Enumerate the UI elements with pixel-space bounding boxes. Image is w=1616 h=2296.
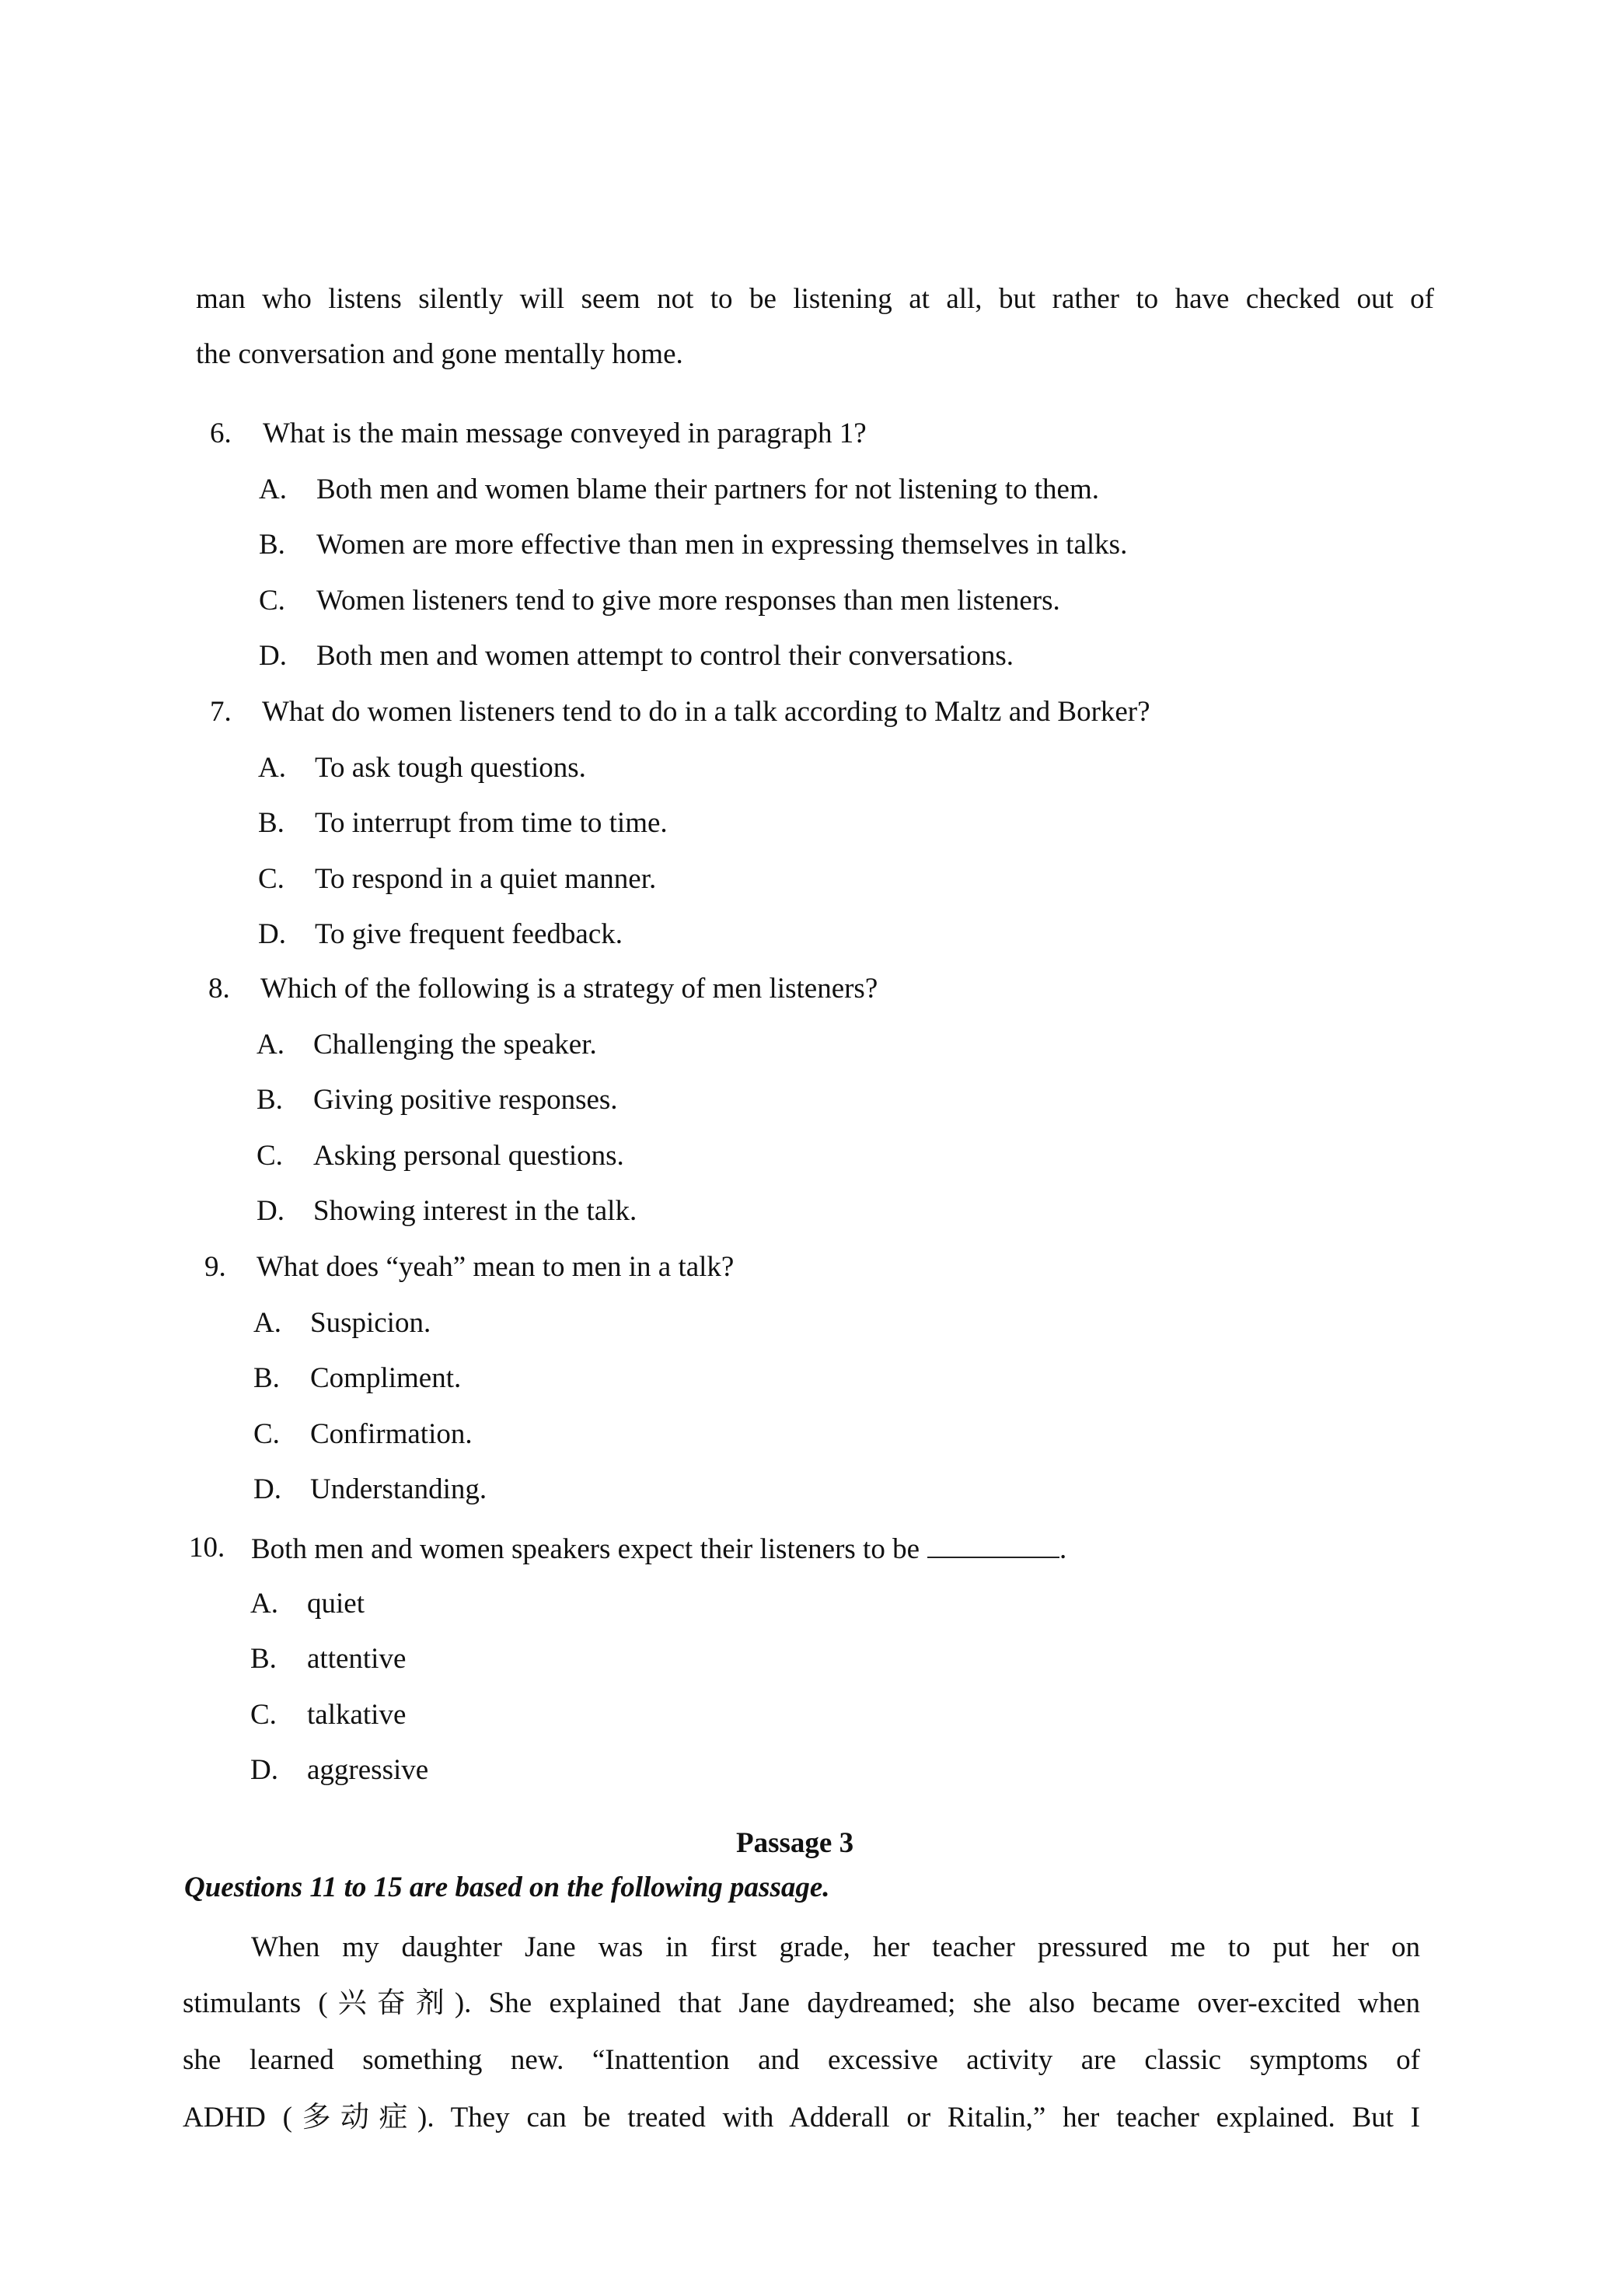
option-text: Asking personal questions. <box>313 1139 624 1172</box>
option-text: Understanding. <box>310 1473 487 1505</box>
option-text: Compliment. <box>310 1362 462 1394</box>
option-letter: C. <box>259 584 285 617</box>
question-number: 8. <box>208 973 230 1005</box>
option-letter: D. <box>257 1195 284 1227</box>
option-letter: B. <box>259 529 285 561</box>
option-text: To ask tough questions. <box>315 751 586 784</box>
passage-title: Passage 3 <box>736 1827 854 1859</box>
option-letter: D. <box>250 1754 278 1786</box>
option-text: Giving positive responses. <box>313 1084 618 1116</box>
answer-blank <box>927 1533 1059 1558</box>
option-text: quiet <box>307 1587 365 1620</box>
option-letter: B. <box>257 1084 283 1116</box>
option-letter: B. <box>258 807 284 839</box>
question-stem: What do women listeners tend to do in a talk according to Maltz and Borker? <box>262 696 1150 728</box>
option-letter: A. <box>253 1306 281 1339</box>
option-letter: A. <box>250 1587 278 1620</box>
blank-suffix: . <box>1059 1533 1067 1565</box>
option-text: To give frequent feedback. <box>315 918 623 950</box>
question-number: 7. <box>210 696 232 728</box>
option-text: Women are more effective than men in expressing themselves in talks. <box>316 529 1128 561</box>
paragraph-line: When my daughter Jane was in first grade, her teacher pressured me to put her on <box>251 1931 1420 1963</box>
option-letter: A. <box>258 751 286 784</box>
question-text <box>257 1253 734 1281</box>
option-text: Challenging the speaker. <box>313 1028 597 1061</box>
option-text: talkative <box>307 1698 407 1731</box>
passage-instruction: Questions 11 to 15 are based on the following passage. <box>184 1871 830 1903</box>
option-letter: A. <box>257 1028 284 1061</box>
paragraph-line: she learned something new. “Inattention and excessive activity are classic symptoms of <box>183 2044 1420 2076</box>
question-number: 9. <box>204 1251 226 1283</box>
question-stem: Both men and women speakers expect their listeners to be <box>251 1533 920 1565</box>
option-letter: D. <box>253 1473 281 1505</box>
question-stem: Which of the following is a strategy of men listeners? <box>260 973 878 1005</box>
option-text: aggressive <box>307 1754 429 1786</box>
option-text: Suspicion. <box>310 1306 431 1339</box>
question-text <box>263 419 867 448</box>
question-number: 10. <box>189 1532 225 1564</box>
paragraph-line: the conversation and gone mentally home. <box>196 338 683 370</box>
option-text: Women listeners tend to give more responses than men listeners. <box>316 584 1060 617</box>
option-text: Both men and women blame their partners for not listening to them. <box>316 473 1100 505</box>
option-letter: C. <box>258 862 284 895</box>
question-number: 6. <box>210 418 232 449</box>
option-text: To interrupt from time to time. <box>315 807 668 839</box>
option-letter: C. <box>257 1139 283 1172</box>
option-text: Confirmation. <box>310 1417 473 1450</box>
question-stem: What is the main message conveyed in paragraph 1? <box>263 418 867 449</box>
option-letter: B. <box>250 1643 277 1675</box>
option-text: attentive <box>307 1643 407 1675</box>
option-letter: D. <box>259 640 287 672</box>
option-text: Both men and women attempt to control their conversations. <box>316 640 1014 672</box>
paragraph-line: man who listens silently will seem not to be listening at all, but rather to have checked out of <box>196 283 1434 315</box>
paragraph-line: ADHD (多动症). They can be treated with Adderall or Ritalin,” her teacher explained. But I <box>183 2102 1420 2133</box>
question-text <box>260 974 878 1003</box>
option-letter: A. <box>259 473 287 505</box>
option-letter: D. <box>258 918 286 950</box>
question-text <box>251 1533 1066 1564</box>
option-letter: C. <box>250 1698 277 1731</box>
question-stem: What does “yeah” mean to men in a talk? <box>257 1251 735 1283</box>
option-letter: B. <box>253 1362 280 1394</box>
question-text <box>262 697 1150 726</box>
paragraph-line: stimulants (兴奋剂). She explained that Jane daydreamed; she also became over-excited when <box>183 1987 1420 2019</box>
option-text: Showing interest in the talk. <box>313 1195 637 1227</box>
option-letter: C. <box>253 1417 280 1450</box>
option-text: To respond in a quiet manner. <box>315 862 657 895</box>
